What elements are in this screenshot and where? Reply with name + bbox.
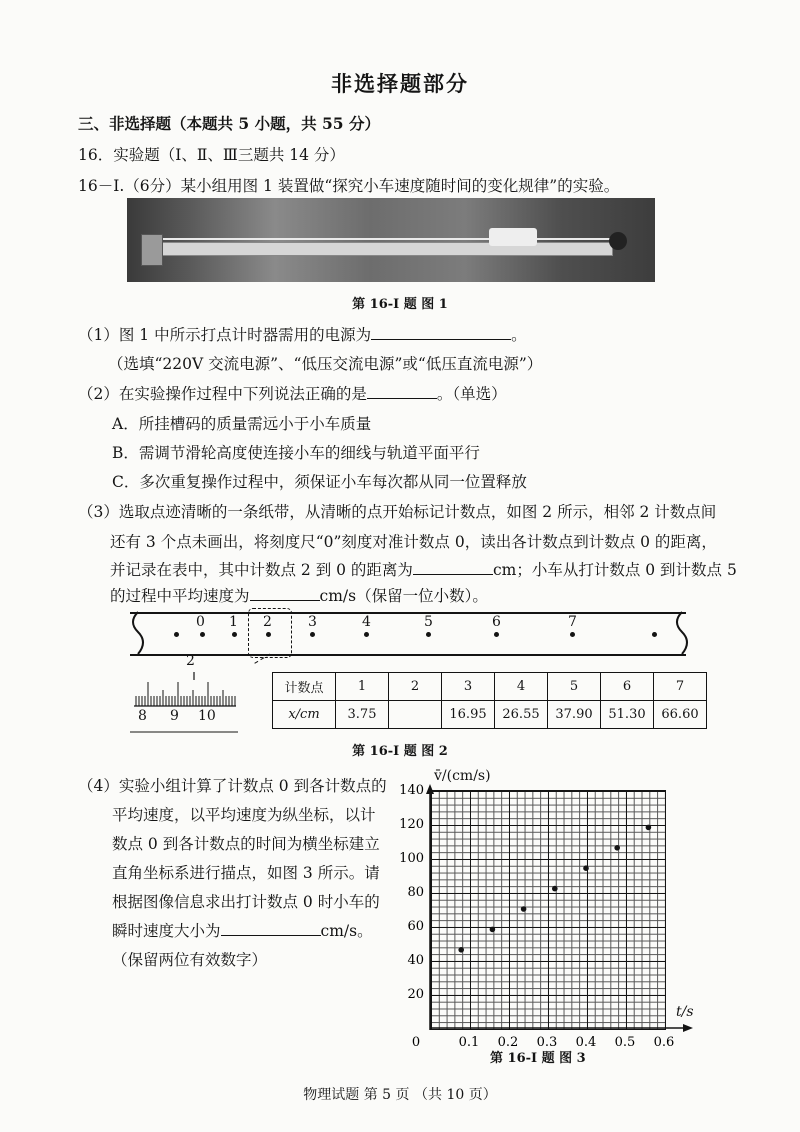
table-cell: 1 [336, 673, 389, 701]
y-tick-label: 140 [399, 783, 424, 798]
x-tick-label: 0.5 [614, 1035, 636, 1050]
fig3-caption: 第 16-Ⅰ 题 图 3 [490, 1051, 586, 1066]
tape-label-0: 0 [196, 614, 205, 630]
string-line [157, 238, 613, 240]
q4-line-last [78, 917, 387, 946]
q4-answer-blank[interactable] [221, 921, 321, 936]
ruler-label-8: 8 [138, 708, 147, 724]
q2-line [78, 382, 507, 404]
data-point [552, 886, 558, 892]
data-point [458, 947, 464, 953]
y-tick-label: 40 [407, 953, 424, 968]
q3-line3-tail: cm；小车从打计数点 0 到计数点 5 [492, 561, 737, 579]
y-axis-arrow [426, 784, 434, 794]
table-cell: 51.30 [601, 701, 654, 729]
x-tick-label: 0.2 [497, 1035, 519, 1050]
q4-line: 数点 0 到各计数点的时间为横坐标建立 [112, 835, 380, 853]
data-point [614, 845, 620, 851]
data-point [583, 865, 589, 871]
table-cell: 6 [601, 673, 654, 701]
q3-line4-text: 的过程中平均速度为 [110, 587, 250, 605]
q3-distance-blank[interactable] [413, 560, 493, 575]
tape-label-1: 1 [229, 614, 238, 630]
table-cell: 37.90 [548, 701, 601, 729]
table-cell: 7 [654, 673, 707, 701]
ruler-zoom [130, 670, 242, 734]
y-tick-label: 20 [407, 987, 424, 1002]
x-axis-arrow [683, 1024, 693, 1032]
q1-text: （1）图 1 中所示打点计时器需用的电源为 [78, 326, 372, 344]
q2-option-b: B．需调节滑轮高度使连接小车的细线与轨道平面平行 [112, 444, 480, 462]
count-point-table [272, 672, 707, 729]
apparatus-photo [127, 198, 655, 282]
table-cell: 66.60 [654, 701, 707, 729]
x-tick-label: 0.6 [653, 1035, 675, 1050]
y-tick-label: 100 [399, 851, 424, 866]
y-axis-label: v̄/(cm/s) [434, 768, 491, 784]
q3-velocity-blank[interactable] [250, 586, 320, 601]
part3-heading: 三、非选择题（本题共 5 小题，共 55 分） [78, 114, 380, 133]
q1-answer-blank[interactable] [371, 325, 511, 340]
table-row-header: x/cm [273, 701, 336, 729]
ruler-label-10: 10 [198, 708, 216, 724]
x-tick-label: 0.3 [536, 1035, 558, 1050]
table-cell: 4 [495, 673, 548, 701]
table-cell: 5 [548, 673, 601, 701]
x-axis-label: t/s [676, 1004, 694, 1020]
q4-last-unit: cm/s。 [320, 922, 373, 940]
tape-label-2: 2 [263, 614, 272, 630]
q1-note: （选填“220V 交流电源”、“低压交流电源”或“低压直流电源”） [108, 355, 543, 373]
q4-last-text: 瞬时速度大小为 [112, 922, 221, 940]
table-cell: 26.55 [495, 701, 548, 729]
q3-line3 [110, 558, 737, 580]
q3-line4 [110, 584, 488, 606]
q3-line1: （3）选取点迹清晰的一条纸带，从清晰的点开始标记计数点，如图 2 所示，相邻 2 计数点间 [78, 503, 717, 521]
q4-line: 根据图像信息求出打计数点 0 时小车的 [112, 893, 380, 911]
q16-heading: 16．实验题（Ⅰ、Ⅱ、Ⅲ三题共 14 分） [78, 146, 345, 164]
page-footer: 物理试题 第 5 页 （共 10 页） [303, 1087, 497, 1103]
q3-line4-tail: cm/s（保留一位小数）。 [319, 587, 488, 605]
cart [489, 228, 537, 246]
q2-text: （2）在实验操作过程中下列说法正确的是 [78, 385, 367, 403]
q2-end: 。（单选） [436, 385, 507, 403]
q4-line: 直角坐标系进行描点，如图 3 所示。请 [112, 864, 380, 882]
fig1-caption: 第 16-Ⅰ 题 图 1 [352, 297, 448, 312]
track [157, 242, 613, 256]
data-point [646, 825, 652, 831]
pulley [609, 232, 627, 250]
tape-label-6: 6 [492, 614, 501, 630]
table-cell: 3 [442, 673, 495, 701]
q1-end: 。 [511, 326, 527, 344]
x-tick-label: 0 [411, 1035, 421, 1050]
q2-option-a: A．所挂槽码的质量需远小于小车质量 [112, 415, 372, 433]
table-cell: 16.95 [442, 701, 495, 729]
q4-line: （4）实验小组计算了计数点 0 到各计数点的 [78, 777, 387, 795]
q4-text-block [78, 772, 387, 975]
tape-right-edge [677, 612, 687, 654]
q4-note: （保留两位有效数字） [112, 951, 268, 969]
q2-answer-blank[interactable] [367, 384, 437, 399]
data-point [490, 927, 496, 933]
tape-label-4: 4 [362, 614, 371, 630]
table-row [273, 701, 707, 729]
table-cell [389, 701, 442, 729]
section-title: 非选择题部分 [331, 71, 469, 96]
q2-option-c: C．多次重复操作过程中，须保证小车每次都从同一位置释放 [112, 473, 527, 491]
magnify-leader [224, 654, 270, 664]
y-tick-label: 80 [407, 885, 424, 900]
tape-label-7: 7 [568, 614, 577, 630]
table-cell: 3.75 [336, 701, 389, 729]
data-point [521, 906, 527, 912]
ruler-ticks [136, 682, 235, 706]
q1-line [78, 323, 527, 345]
y-tick-label: 120 [399, 817, 424, 832]
table-cell: 2 [389, 673, 442, 701]
tape-left-edge [133, 612, 143, 654]
fig2-caption: 第 16-Ⅰ 题 图 2 [352, 744, 448, 759]
timer [141, 234, 163, 266]
q3-line2: 还有 3 个点未画出，将刻度尺“0”刻度对准计数点 0，读出各计数点到计数点 0 的距离， [110, 533, 717, 551]
chart-marks [399, 783, 674, 1050]
table-row [273, 673, 707, 701]
tape-edges [120, 604, 700, 664]
q4-line: 平均速度，以平均速度为纵坐标，以计 [112, 806, 376, 824]
tape-label-3: 3 [308, 614, 317, 630]
ruler-label-9: 9 [170, 708, 179, 724]
y-tick-label: 60 [407, 919, 424, 934]
q3-line3-text: 并记录在表中，其中计数点 2 到 0 的距离为 [110, 561, 413, 579]
q16-intro: 16－Ⅰ.（6分）某小组用图 1 装置做“探究小车速度随时间的变化规律”的实验。 [78, 177, 620, 195]
tape-label-5: 5 [424, 614, 433, 630]
chart-svg [395, 770, 700, 1055]
x-tick-label: 0.4 [575, 1035, 597, 1050]
x-tick-label: 0.1 [458, 1035, 480, 1050]
ruler-pointer-label: 2 [186, 653, 195, 669]
table-row-header: 计数点 [273, 673, 336, 701]
